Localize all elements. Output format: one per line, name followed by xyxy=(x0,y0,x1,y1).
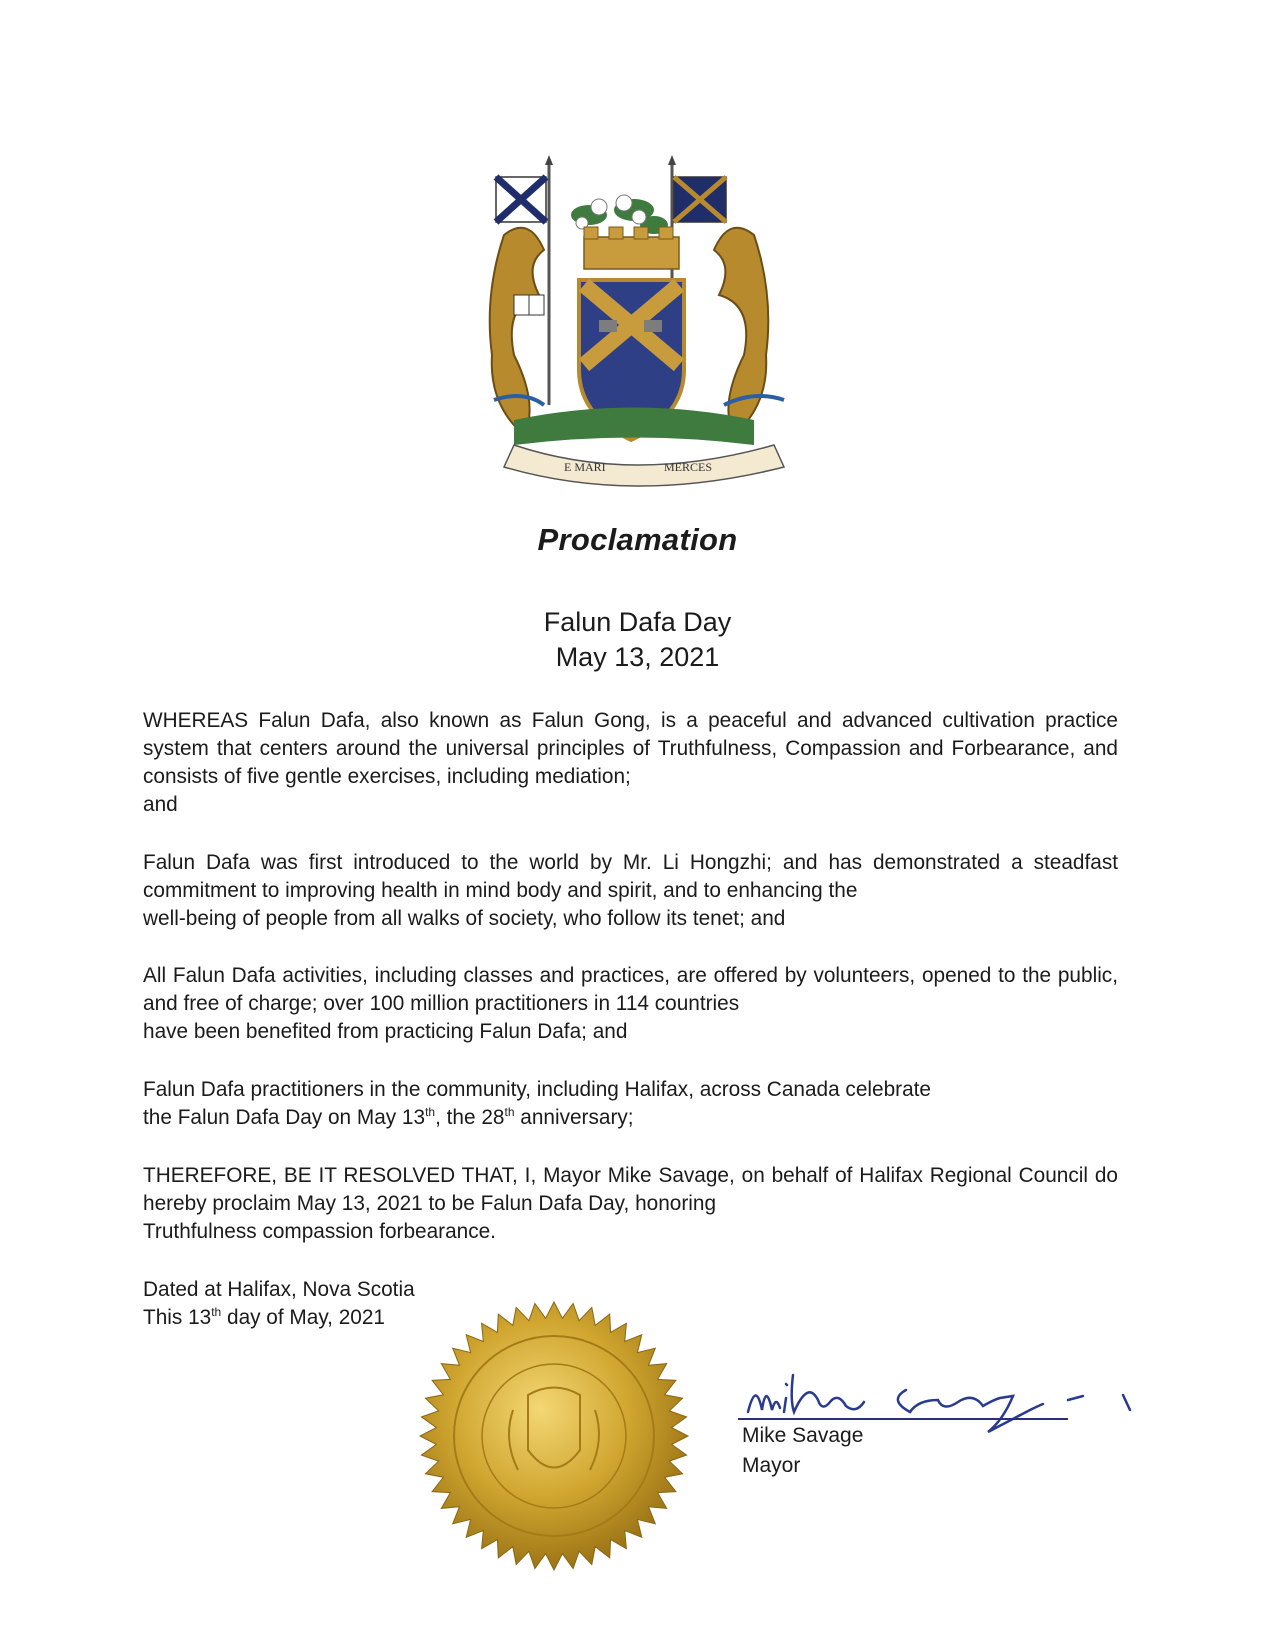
signer-name: Mike Savage xyxy=(742,1424,864,1447)
resolution-paragraph: THEREFORE, BE IT RESOLVED THAT, I, Mayor Mike Savage, on behalf of Halifax Regional Council do hereby proclaim May 13, 2021 to be Falun Dafa Day, honoring Truthfulness compassion forbearance. xyxy=(143,1164,1118,1243)
whereas-paragraph-4: Falun Dafa practitioners in the community, including Halifax, across Canada celebrate the Falun Dafa Day on May 13th, the 28th anniversary; xyxy=(143,1078,931,1129)
document-title: Proclamation xyxy=(537,522,738,557)
svg-text:MERCES: MERCES xyxy=(664,460,713,474)
signer-title: Mayor xyxy=(742,1454,801,1477)
dated-day: This 13th day of May, 2021 xyxy=(143,1305,385,1329)
signature-line xyxy=(738,1418,1068,1420)
proclamation-name: Falun Dafa Day xyxy=(543,607,732,637)
whereas-paragraph-1: WHEREAS Falun Dafa, also known as Falun Gong, is a peaceful and advanced cultivation practice system that centers around the universal principles of Truthfulness, Compassion and Forbearance, and consists of five gentle exercises, including mediation; and xyxy=(143,709,1118,816)
dated-location: Dated at Halifax, Nova Scotia xyxy=(143,1278,415,1301)
whereas-paragraph-3: All Falun Dafa activities, including classes and practices, are offered by volunteers, opened to the public, and free of charge; over 100 million practitioners in 114 countries have been benefited from practicing Falun Dafa; and xyxy=(143,964,1118,1043)
svg-text:E MARI: E MARI xyxy=(564,460,606,474)
gold-municipal-seal xyxy=(418,1300,690,1572)
whereas-paragraph-2: Falun Dafa was first introduced to the world by Mr. Li Hongzhi; and has demonstrated a steadfast commitment to improving health in mind body and spirit, and to enhancing the well-being of people from all walks of society, who follow its tenet; and xyxy=(143,851,1118,930)
proclamation-date: May 13, 2021 xyxy=(555,642,720,672)
halifax-coat-of-arms xyxy=(484,155,804,500)
